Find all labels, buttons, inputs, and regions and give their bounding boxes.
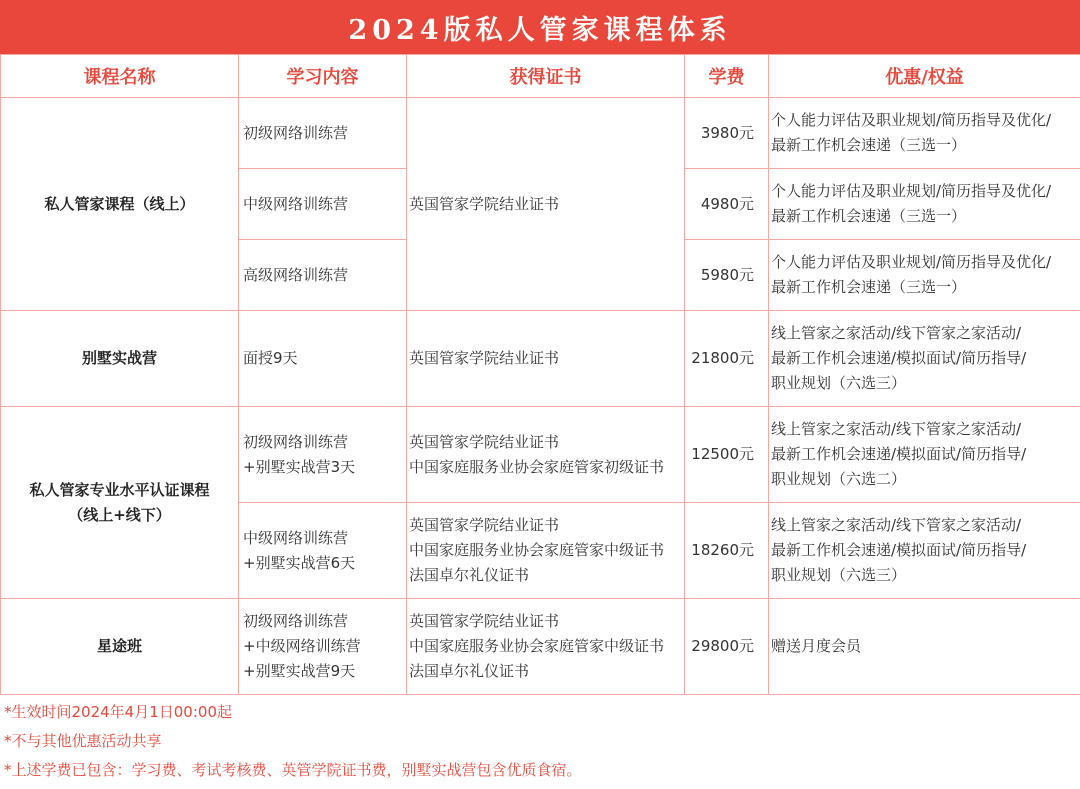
course-name-line: 私人管家专业水平认证课程: [29, 480, 210, 499]
fee-cell: 12500元: [685, 407, 769, 503]
benefit-line: 线上管家之家活动/线下管家之家活动/: [771, 324, 1022, 342]
table-row: [1, 599, 1080, 695]
certificate-line: 英国管家学院结业证书: [409, 349, 560, 367]
note-no-combination: *不与其他优惠活动共享: [4, 732, 162, 750]
course-name-certified: [1, 407, 239, 599]
content-line: +别墅实战营3天: [243, 457, 356, 476]
content-cell: [239, 503, 407, 599]
benefit-cell: [769, 599, 1080, 695]
benefit-line: 个人能力评估及职业规划/简历指导及优化/: [771, 111, 1052, 129]
content-line: 初级网络训练营: [243, 612, 349, 630]
page-title: 2024版私人管家课程体系: [0, 0, 1080, 54]
certificate-line: 英国管家学院结业证书: [409, 612, 560, 630]
certificate-cell: [407, 407, 685, 503]
benefit-line: 线上管家之家活动/线下管家之家活动/: [771, 420, 1022, 438]
certificate-line: 英国管家学院结业证书: [409, 516, 560, 534]
table-row: [1, 311, 1080, 407]
content-cell: [239, 311, 407, 407]
benefit-cell: [769, 98, 1080, 169]
content-line: +别墅实战营9天: [243, 662, 356, 680]
table-header-row: [1, 55, 1080, 98]
content-line: 中级网络训练营: [243, 528, 349, 547]
content-cell: [239, 599, 407, 695]
benefit-cell: [769, 503, 1080, 599]
benefit-line: 职业规划（六选二）: [771, 470, 907, 488]
benefit-line: 职业规划（六选三）: [771, 566, 907, 584]
benefit-line: 赠送月度会员: [771, 637, 862, 655]
content-line: 面授9天: [243, 349, 298, 367]
benefit-line: 个人能力评估及职业规划/简历指导及优化/: [771, 182, 1052, 200]
content-cell: [239, 240, 407, 311]
course-table: [0, 54, 1080, 695]
content-cell: [239, 407, 407, 503]
fee-cell: 3980元: [685, 98, 769, 169]
fee-cell: 18260元: [685, 503, 769, 599]
header-content: 学习内容: [239, 55, 407, 98]
certificate-line: 中国家庭服务业协会家庭管家初级证书: [409, 457, 665, 476]
course-name-line: 私人管家课程（线上）: [44, 194, 195, 213]
certificate-line: 法国卓尔礼仪证书: [409, 566, 530, 584]
content-cell: [239, 98, 407, 169]
content-line: 初级网络训练营: [243, 432, 349, 451]
benefit-line: 最新工作机会速递（三选一）: [771, 278, 967, 296]
footnotes: [4, 698, 1074, 785]
benefit-line: 最新工作机会速递/模拟面试/简历指导/: [771, 541, 1027, 559]
benefit-cell: [769, 240, 1080, 311]
content-line: 初级网络训练营: [243, 123, 349, 142]
header-fee: 学费: [685, 55, 769, 98]
certificate-line: 中国家庭服务业协会家庭管家中级证书: [409, 541, 665, 559]
certificate-cell: [407, 503, 685, 599]
content-cell: [239, 169, 407, 240]
benefit-line: 最新工作机会速递/模拟面试/简历指导/: [771, 445, 1027, 463]
benefit-cell: [769, 407, 1080, 503]
fee-cell: 21800元: [685, 311, 769, 407]
certificate-line: 英国管家学院结业证书: [409, 432, 560, 451]
fee-cell: 4980元: [685, 169, 769, 240]
benefit-line: 最新工作机会速递（三选一）: [771, 136, 967, 154]
benefit-cell: [769, 311, 1080, 407]
course-name-line: 星途班: [96, 637, 142, 655]
fee-cell: 29800元: [685, 599, 769, 695]
content-line: 中级网络训练营: [243, 194, 349, 213]
header-benefit: 优惠/权益: [769, 55, 1080, 98]
content-line: 高级网络训练营: [243, 265, 349, 284]
table-row: [1, 98, 1080, 169]
fee-cell: 5980元: [685, 240, 769, 311]
certificate-cell: [407, 311, 685, 407]
benefit-line: 线上管家之家活动/线下管家之家活动/: [771, 516, 1022, 534]
certificate-line: 英国管家学院结业证书: [409, 194, 560, 213]
content-line: +别墅实战营6天: [243, 553, 356, 572]
certificate-line: 中国家庭服务业协会家庭管家中级证书: [409, 637, 665, 655]
content-line: +中级网络训练营: [243, 637, 361, 655]
note-fee-includes: *上述学费已包含：学习费、考试考核费、英管学院证书费，别墅实战营包含优质食宿。: [4, 761, 582, 779]
note-effective-time: *生效时间2024年4月1日00:00起: [4, 703, 232, 721]
course-name-villa: [1, 311, 239, 407]
header-certificate: 获得证书: [407, 55, 685, 98]
course-name-star: [1, 599, 239, 695]
table-row: [1, 407, 1080, 503]
benefit-line: 最新工作机会速递（三选一）: [771, 207, 967, 225]
certificate-line: 法国卓尔礼仪证书: [409, 662, 530, 680]
course-name-line: （线上+线下）: [68, 505, 171, 524]
course-name-line: 别墅实战营: [81, 349, 157, 367]
benefit-line: 最新工作机会速递/模拟面试/简历指导/: [771, 349, 1027, 367]
benefit-cell: [769, 169, 1080, 240]
benefit-line: 职业规划（六选三）: [771, 374, 907, 392]
course-name-online: [1, 98, 239, 311]
header-course-name: 课程名称: [1, 55, 239, 98]
benefit-line: 个人能力评估及职业规划/简历指导及优化/: [771, 253, 1052, 271]
certificate-cell: [407, 98, 685, 311]
certificate-cell: [407, 599, 685, 695]
